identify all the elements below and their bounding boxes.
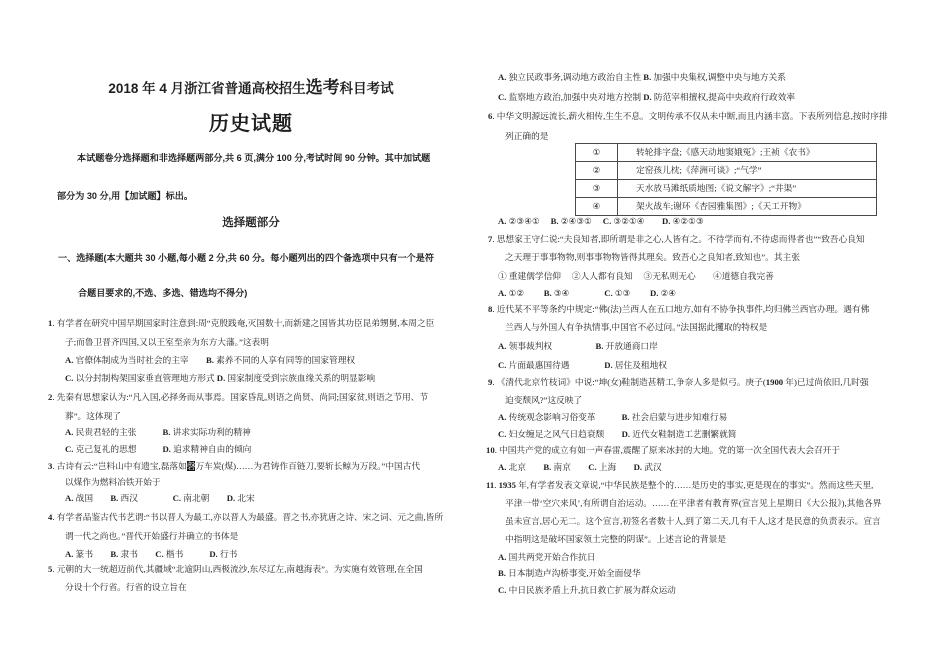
question-11-stem-line-4: 中指明这是破坏国家领土完整的阴谋”。上述言论的背景是: [505, 534, 727, 544]
exam-title-suffix: 科目考试: [339, 81, 394, 96]
left-column: [30, 0, 472, 672]
notice-line-1: 本试题卷分选择题和非选择题两部分,共 6 页,满分 100 分,考试时间 90 分钟。其中加试题: [77, 153, 431, 163]
q6-row1-content: 转轮排字盘;《感天动地窦娥冤》;王祯《农书》: [636, 147, 815, 157]
question-2-options-ab: A. 民贵君轻的主张 B. 讲求实际功利的精神: [65, 427, 251, 437]
notice-line-2: 部分为 30 分,用【加试题】标出。: [57, 191, 193, 201]
question-11-option-b: B. 日本制造卢沟桥事变,开始全面侵华: [498, 568, 641, 578]
q6-row4-number: ④: [576, 198, 618, 215]
question-5-options-ab: A. 独立民政事务,调动地方政治自主性 B. 加强中央集权,调整中央与地方关系: [498, 72, 786, 82]
question-9-options-cd: C. 妇女缠足之风气日趋衰颓 D. 近代女鞋制造工艺删繁就简: [498, 429, 737, 439]
q6-table-row-3: [576, 179, 876, 197]
question-6-stem-line-2: 列正确的是: [505, 131, 549, 141]
question-7-stem-line-2: 之天理于事事物物,则事事物物皆得其理矣。致吾心之良知者,致知也”。其主张: [505, 252, 800, 262]
question-2-options-cd: C. 克己复礼的思想 D. 追求精神自由的倾向: [65, 444, 252, 454]
q3-stem-pre: 3. 古诗有云:“岂料山中有遗宝,磊落如: [48, 461, 187, 471]
exam-title-prefix: 2018 年 4 月浙江省普通高校招生: [108, 81, 306, 96]
q3-stem-post: 万车炭(煤)……为君铸作百链刀,要斩长鲸为万段。”中国古代: [195, 461, 421, 471]
question-4-options: A. 篆书 B. 隶书 C. 楷书 D. 行书: [65, 549, 238, 559]
question-5-options-cd: C. 监察地方政治,加强中央对地方控制 D. 防范宰相擅权,提高中央政府行政效率: [498, 92, 796, 102]
q6-table-row-1: [576, 144, 876, 161]
question-6-options: A. ②③④① B. ②④③① C. ③②①④ D. ④②①③: [498, 216, 704, 226]
q6-row2-content: 定窑孩儿枕;《萍洲可谈》;“气学”: [636, 165, 762, 175]
instructions-line-2: 合题目要求的,不选、多选、错选均不得分): [78, 288, 248, 298]
exam-session-title: [30, 80, 472, 97]
selective-exam-emphasis: 选考: [305, 78, 340, 97]
q6-row3-number: ③: [576, 180, 618, 197]
question-9-options-ab: A. 传统观念影响习俗变革 B. 社会启蒙与进步知难行易: [498, 412, 728, 422]
question-8-options-cd: C. 片面最惠国待遇 D. 居住及租地权: [498, 360, 667, 370]
question-2-stem-line-1: 2. 先秦有思想家认为:“凡入国,必择务而从事焉。国家昏乱,则语之尚贤、尚同;国家贫,则语之节用、节: [48, 392, 429, 402]
q6-row3-content: 天水放马滩纸质地图;《说文解字》;“井渠”: [636, 183, 797, 193]
question-2-stem-line-2: 葬”。这体现了: [65, 411, 121, 421]
q6-row1-number: ①: [576, 144, 618, 161]
question-4-stem-line-1: 4. 有学者品鉴古代书艺谓:“书以晋人为最工,亦以晋人为最盛。晋之书,亦犹唐之诗、宋之词、元之曲,皆所: [48, 512, 444, 522]
question-9-stem-line-2: 迫变颓风?”这反映了: [505, 395, 583, 405]
question-1-options-cd: C. 以分封制构架国家垂直管理地方形式 D. 国家制度受到宗族血缘关系的明显影响: [65, 373, 376, 383]
question-11-stem-line-2: 平津一带‘空穴来风’,有所谓自治运动。……在平津者有教育界(宣言见上星期日《大公报》),其他各界: [505, 498, 882, 508]
instructions-line-1: 一、选择题(本大题共 30 小题,每小题 2 分,共 60 分。每小题列出的四个备选项中只有一个是符: [58, 253, 434, 263]
question-11-stem-line-1: 11. 1935 年,有学者发表文章说,“中华民族是整个的……是历史的事实,更是现在的事实”。然而这些天里,: [486, 480, 874, 490]
question-3-options: A. 战国 B. 西汉 C. 南北朝 D. 北宋: [65, 493, 255, 503]
paper-title: 历史试题: [209, 113, 293, 135]
question-5-stem-line-1: 5. 元朝的大一统超迈前代,其疆域“北逾阴山,西极流沙,东尽辽左,南越海表”。为实施有效管理,在全国: [48, 564, 423, 574]
question-4-stem-line-2: 谓一代之尚也。”晋代开始盛行并确立的书体是: [65, 531, 239, 541]
question-7-suboptions: ① 重建儒学信仰 ②人人都有良知 ③无私则无心 ④道德自我完善: [498, 271, 774, 281]
q6-row2-number: ②: [576, 162, 618, 179]
question-3-stem-line-1: [30, 461, 472, 472]
question-11-option-c: C. 中日民族矛盾上升,抗日救亡扩展为群众运动: [498, 585, 676, 595]
q6-table: [575, 143, 877, 216]
question-8-stem-line-2: 兰西人与外国人有争执情事,中国官不必过问。”法国据此攫取的特权是: [505, 322, 768, 332]
question-11-option-a: A. 国共两党开始合作抗日: [498, 552, 596, 562]
section-header: 选择题部分: [222, 217, 280, 229]
question-7-stem-line-1: 7. 思想家王守仁说:“夫良知者,即所谓是非之心,人皆有之。不待学而有,不待虑而得者也”“致吾心良知: [488, 234, 865, 244]
question-3-stem-line-2: 以煤作为燃料冶铁开始于: [65, 477, 161, 487]
question-5-stem-line-2: 分设十个行省。行省的设立旨在: [65, 582, 187, 592]
question-1-stem-line-1: 1. 有学者在研究中国早期国家时注意到:周“克殷践奄,灭国数十,而新建之国皆其功臣昆弟甥舅,本周之臣: [48, 318, 435, 328]
q3-highlighted-char: 磬: [186, 461, 196, 471]
question-7-options: A. ①② B. ③④ C. ①③ D. ②④: [498, 288, 677, 298]
question-8-stem-line-1: 8. 近代某不平等条约中规定:“佛(法)兰西人在五口地方,如有不协争执事件,均归佛兰西官办理。遇有佛: [488, 304, 870, 314]
question-1-stem-line-2: 子;而鲁卫晋齐四国,又以王室至亲为东方大藩。”这表明: [65, 337, 269, 347]
question-11-stem-line-3: 虽未宣言,居心无二。这个宣言,初签名者数十人,到了第二天,几有千人,这才是民意的负责表示。宣言: [505, 516, 881, 526]
right-column: [485, 0, 925, 672]
q6-row4-content: 架火战车;谢环《杏园雅集图》;《天工开物》: [636, 201, 806, 211]
question-1-options-ab: A. 官僚体制成为当时社会的主宰 B. 素养不同的人享有同等的国家管理权: [65, 355, 356, 365]
question-8-options-ab: A. 领事裁判权 B. 开放通商口岸: [498, 341, 658, 351]
q6-table-row-4: [576, 197, 876, 215]
q6-table-row-2: [576, 161, 876, 179]
question-10-stem-line-1: 10. 中国共产党的成立有如一声春雷,震醒了原来冰封的大地。党的第一次全国代表大会召开于: [486, 445, 841, 455]
question-10-options: A. 北京 B. 南京 C. 上海 D. 武汉: [498, 462, 662, 472]
question-9-stem-line-1: 9. 《清代北京竹枝词》中说:“坤(女)鞋制造甚精工,争奈人多是似弓。庚子(1900 年)已过尚依旧,几时强: [488, 377, 869, 387]
question-6-stem-line-1: 6. 中华文明源远流长,薪火相传,生生不息。文明传承不仅从未中断,而且内涵丰富。下表所列信息,按时序排: [488, 111, 888, 121]
